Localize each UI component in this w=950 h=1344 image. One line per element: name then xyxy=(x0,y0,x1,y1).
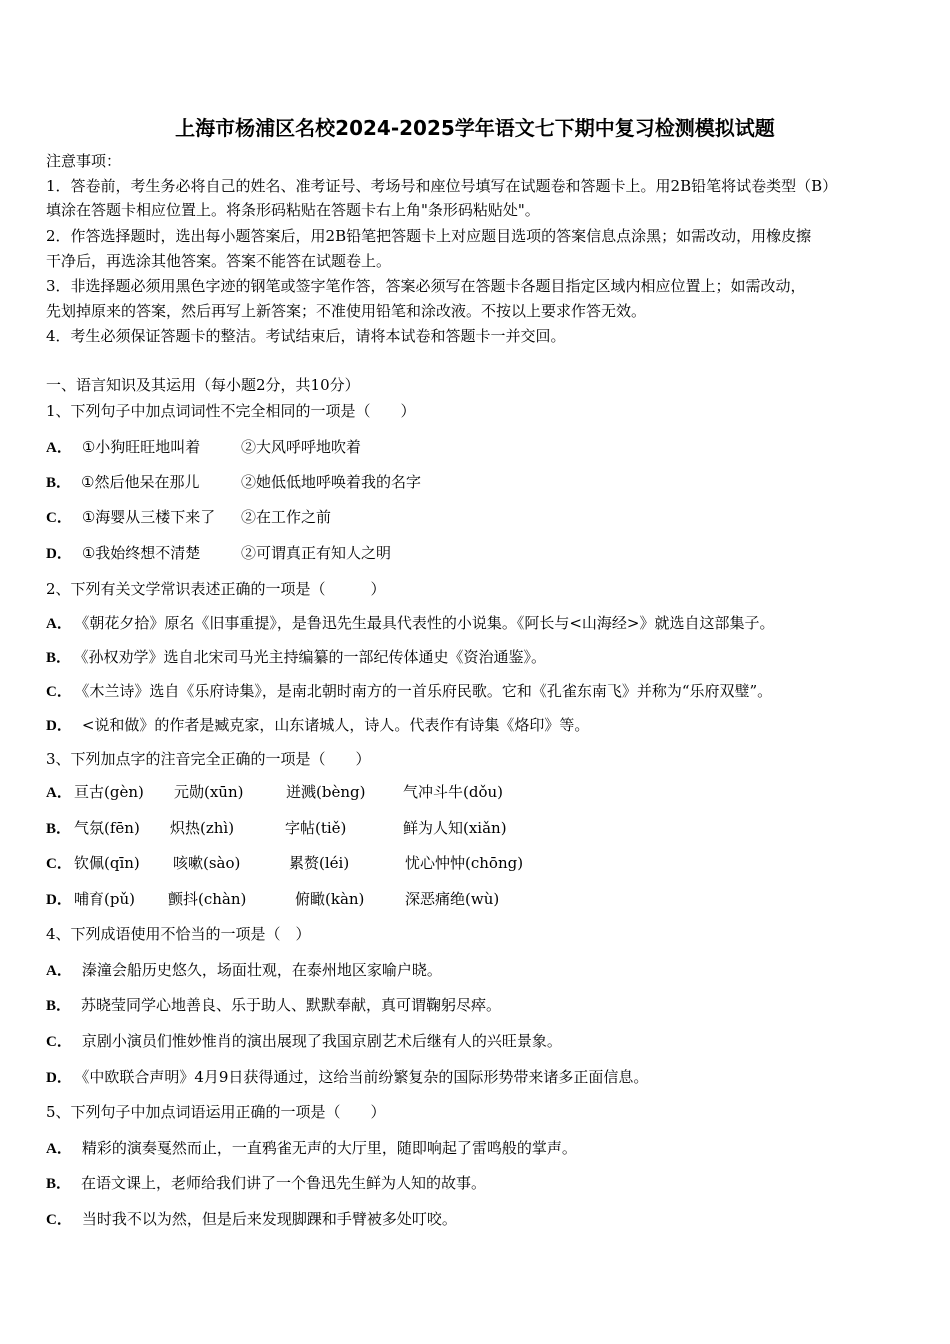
question-5-option-c xyxy=(46,1208,906,1229)
option-word: 炽热(zhì) xyxy=(170,819,235,837)
option-label: C． xyxy=(46,684,72,700)
question-2-option-a xyxy=(46,612,906,633)
option-label: A． xyxy=(46,1141,72,1157)
option-label: C． xyxy=(46,1212,72,1228)
option-word: 忧心忡忡(chōng) xyxy=(405,854,524,872)
notice-heading: 注意事项： xyxy=(46,152,122,170)
option-text: 苏晓莹同学心地善良、乐于助人、默默奉献，真可谓鞠躬尽瘁。 xyxy=(81,996,502,1014)
option-label: B． xyxy=(46,1176,72,1192)
question-1-option-b xyxy=(46,471,906,492)
option-label: C． xyxy=(46,1034,72,1050)
option-label: A． xyxy=(46,440,72,456)
option-part: ①我始终想不清楚 xyxy=(81,544,201,562)
option-part: ①小狗旺旺地叫着 xyxy=(81,438,201,456)
option-part: ②她低低地呼唤着我的名字 xyxy=(241,473,422,491)
option-word: 颤抖(chàn) xyxy=(168,890,247,908)
option-text: 《孙权劝学》选自北宋司马光主持编纂的一部纪传体通史《资治通鉴》。 xyxy=(81,648,547,666)
question-1-option-c xyxy=(46,506,906,527)
option-label: B． xyxy=(46,821,72,837)
question-4-option-b xyxy=(46,994,906,1015)
option-word: 鲜为人知(xiǎn) xyxy=(403,819,507,837)
option-label: A． xyxy=(46,785,72,801)
question-4-option-d xyxy=(46,1066,906,1087)
question-5-option-b xyxy=(46,1172,906,1193)
option-word: 元勋(xūn) xyxy=(174,783,244,801)
question-2-stem: 2、下列有关文学常识表述正确的一项是（ ） xyxy=(46,580,386,598)
option-label: B． xyxy=(46,475,72,491)
notice-line: 先划掉原来的答案，然后再写上新答案；不准使用铅笔和涂改液。不按以上要求作答无效。 xyxy=(46,302,647,320)
option-word: 字帖(tiě) xyxy=(285,819,347,837)
notice-line: 填涂在答题卡相应位置上。将条形码粘贴在答题卡右上角"条形码粘贴处"。 xyxy=(46,201,540,219)
question-5-stem: 5、下列句子中加点词语运用正确的一项是（ ） xyxy=(46,1103,386,1121)
question-1-option-a xyxy=(46,436,906,457)
option-text: 溱潼会船历史悠久，场面壮观，在泰州地区家喻户晓。 xyxy=(81,961,442,979)
option-word: 气氛(fēn) xyxy=(74,819,140,837)
option-text: 在语文课上，老师给我们讲了一个鲁迅先生鲜为人知的故事。 xyxy=(81,1174,487,1192)
option-text: <说和做》的作者是臧克家，山东诸城人，诗人。代表作有诗集《烙印》等。 xyxy=(81,716,590,734)
option-label: B． xyxy=(46,650,72,666)
option-label: C． xyxy=(46,856,72,872)
option-label: D． xyxy=(46,718,72,734)
option-word: 累赘(léi) xyxy=(289,854,350,872)
question-4-option-c xyxy=(46,1030,906,1051)
option-part: ②可谓真正有知人之明 xyxy=(241,544,392,562)
option-text: 《朝花夕拾》原名《旧事重提》，是鲁迅先生最具代表性的小说集。《阿长与<山海经>》就选自这部集子。 xyxy=(81,614,775,632)
question-4-stem: 4、下列成语使用不恰当的一项是（ ） xyxy=(46,925,311,943)
option-part: ②在工作之前 xyxy=(241,508,332,526)
option-label: B． xyxy=(46,998,72,1014)
question-3-option-d xyxy=(46,888,906,909)
option-word: 亘古(gèn) xyxy=(74,783,144,801)
option-label: A． xyxy=(46,963,72,979)
option-text: 京剧小演员们惟妙惟肖的演出展现了我国京剧艺术后继有人的兴旺景象。 xyxy=(81,1032,562,1050)
notice-line: 4．考生必须保证答题卡的整洁。考试结束后，请将本试卷和答题卡一并交回。 xyxy=(46,327,566,345)
question-1-stem: 1、下列句子中加点词词性不完全相同的一项是（ ） xyxy=(46,402,416,420)
option-label: D． xyxy=(46,892,72,908)
option-word: 钦佩(qīn) xyxy=(74,854,140,872)
option-label: D． xyxy=(46,1070,72,1086)
question-3-option-a xyxy=(46,781,906,802)
option-label: C． xyxy=(46,510,72,526)
question-1-option-d xyxy=(46,542,906,563)
option-word: 深恶痛绝(wù) xyxy=(405,890,500,908)
question-2-option-d xyxy=(46,714,906,735)
option-part: ①海婴从三楼下来了 xyxy=(81,508,216,526)
option-word: 咳嗽(sào) xyxy=(173,854,241,872)
option-text: 《中欧联合声明》4月9日获得通过，这给当前纷繁复杂的国际形势带来诸多正面信息。 xyxy=(81,1068,649,1086)
notice-line: 1．答卷前，考生务必将自己的姓名、准考证号、考场号和座位号填写在试题卷和答题卡上。用2B铅笔将试卷类型（B） xyxy=(46,177,838,195)
option-text: 《木兰诗》选自《乐府诗集》，是南北朝时南方的一首乐府民歌。它和《孔雀东南飞》并称为“乐府双璧”。 xyxy=(81,682,773,700)
question-2-option-c xyxy=(46,680,906,701)
question-3-stem: 3、下列加点字的注音完全正确的一项是（ ） xyxy=(46,750,371,768)
option-word: 哺育(pǔ) xyxy=(74,890,135,908)
option-label: A． xyxy=(46,616,72,632)
section-heading: 一、语言知识及其运用（每小题2分，共10分） xyxy=(46,376,360,394)
option-word: 迸溅(bèng) xyxy=(286,783,366,801)
option-word: 气冲斗牛(dǒu) xyxy=(403,783,503,801)
option-label: D． xyxy=(46,546,72,562)
page-title: 上海市杨浦区名校2024-2025学年语文七下期中复习检测模拟试题 xyxy=(175,116,775,140)
question-2-option-b xyxy=(46,646,906,667)
question-3-option-b xyxy=(46,817,906,838)
option-part: ①然后他呆在那儿 xyxy=(81,473,200,491)
option-text: 精彩的演奏戛然而止，一直鸦雀无声的大厅里，随即响起了雷鸣般的掌声。 xyxy=(81,1139,577,1157)
notice-line: 2．作答选择题时，选出每小题答案后，用2B铅笔把答题卡上对应题目选项的答案信息点涂黑；如需改动，用橡皮擦 xyxy=(46,227,812,245)
notice-line: 3．非选择题必须用黑色字迹的钢笔或签字笔作答，答案必须写在答题卡各题目指定区域内相应位置上；如需改动， xyxy=(46,277,806,295)
question-3-option-c xyxy=(46,852,906,873)
option-word: 俯瞰(kàn) xyxy=(295,890,365,908)
question-4-option-a xyxy=(46,959,906,980)
option-part: ②大风呼呼地吹着 xyxy=(241,438,362,456)
question-5-option-a xyxy=(46,1137,906,1158)
notice-line: 干净后，再选涂其他答案。答案不能答在试题卷上。 xyxy=(46,252,392,270)
option-text: 当时我不以为然，但是后来发现脚踝和手臂被多处叮咬。 xyxy=(81,1210,457,1228)
